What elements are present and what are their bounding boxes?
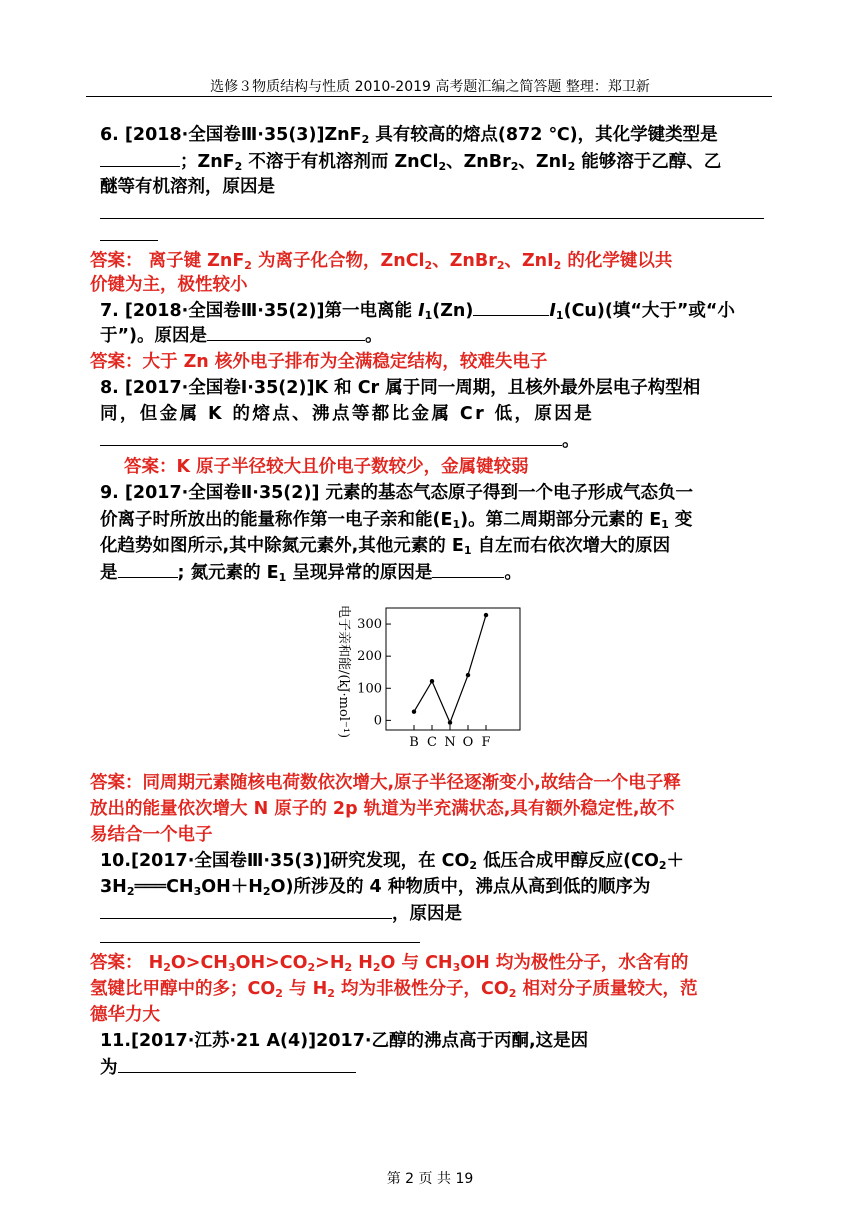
q8-line3: 。	[100, 427, 770, 454]
blank	[100, 900, 392, 919]
blank	[118, 1054, 356, 1073]
series-line	[414, 615, 486, 723]
x-tick-label: O	[462, 735, 474, 750]
blank	[100, 148, 180, 167]
blank	[100, 222, 158, 241]
q10-line4	[100, 924, 770, 951]
blank	[432, 559, 504, 578]
a6-line2: 价键为主，极性较小	[90, 275, 248, 295]
a10-line1: 答案： $H_2O>CH_3OH>CO_2>H_2$ $H_2O$ 与 $CH_3OH$ 均为极性分子，水含有的	[90, 953, 689, 974]
data-point	[412, 710, 416, 714]
q10-line1: 10.[2017·全国卷Ⅲ·35(3)]研究发现，在 $CO_2$ 低压合成甲醇反应($CO_2+$	[100, 851, 685, 872]
q7-line2: 于”)。原因是 。	[100, 322, 770, 349]
data-point	[430, 679, 434, 683]
data-point	[484, 613, 488, 617]
blank	[207, 322, 365, 341]
blank	[473, 297, 549, 316]
header-divider	[86, 96, 772, 97]
a6-line1: 答案： 离子键 ZnF$_2$ 为离子化合物，ZnCl$_2$、ZnBr$_2$、ZnI$_2$ 的化学键以共	[90, 251, 673, 272]
data-point	[466, 673, 470, 677]
q11-line1: 11.[2017·江苏·21 A(4)]2017·乙醇的沸点高于丙酮,这是因	[100, 1031, 589, 1051]
blank	[100, 924, 420, 943]
a8: 答案：K 原子半径较大且价电子数较少，金属键较弱	[124, 457, 529, 477]
q9-line3: 化趋势如图所示,其中除氮元素外,其他元素的 $E_1$ 自左而右依次增大的原因	[100, 536, 671, 557]
x-tick-label: C	[427, 735, 437, 750]
q6-line1: 6. [2018·全国卷Ⅲ·35(3)]ZnF$_2$ 具有较高的熔点(872 ℃)，其化学键类型是	[100, 125, 718, 146]
q11-line2: 为	[100, 1054, 770, 1081]
plot-frame	[386, 608, 520, 730]
y-tick-label: 100	[357, 681, 382, 697]
a10-line3: 德华力大	[90, 1005, 160, 1025]
blank	[100, 427, 562, 446]
a9-line2: 放出的能量依次增大 N 原子的 2p 轨道为半充满状态,具有额外稳定性,故不	[90, 799, 675, 819]
a10-line2: 氢键比甲醇中的多；$CO_2$ 与 $H_2$ 均为非极性分子，$CO_2$ 相对分子质量较大，范	[90, 979, 698, 1000]
q6-line5	[100, 222, 770, 249]
y-tick-label: 200	[357, 649, 382, 665]
y-tick-label: 300	[357, 617, 382, 633]
blank	[100, 200, 764, 219]
x-tick-label: B	[409, 735, 419, 750]
q10-line3: ，原因是	[100, 900, 770, 927]
q8-line1: 8. [2017·全国卷Ⅰ·35(2)]K 和 Cr 属于同一周期，且核外最外层电子构型相	[100, 378, 701, 398]
x-tick-label: N	[444, 735, 456, 750]
y-tick-label: 0	[373, 713, 382, 729]
a9-line1: 答案：同周期元素随核电荷数依次增大,原子半径逐渐变小,故结合一个电子释	[90, 773, 681, 793]
q8-line2: 同，但金属 K 的熔点、沸点等都比金属 Cr 低，原因是	[100, 404, 595, 424]
q9-line1: 9. [2017·全国卷Ⅱ·35(2)] 元素的基态气态原子得到一个电子形成气态负一	[100, 483, 694, 503]
page-header: 选修３物质结构与性质 2010-2019 高考题汇编之简答题 整理：郑卫新	[210, 79, 650, 95]
a7: 答案：大于 Zn 核外电子排布为全满稳定结构，较难失电子	[90, 352, 548, 372]
page-footer: 第 2 页 共 19	[386, 1171, 474, 1187]
x-tick-label: F	[481, 735, 491, 750]
q6-line3: 醚等有机溶剂，原因是	[100, 177, 275, 197]
a9-line3: 易结合一个电子	[90, 825, 213, 845]
data-point	[448, 720, 452, 724]
q7-line1: 7. [2018·全国卷Ⅲ·35(2)]第一电离能 $I_1(Zn)$ $I_1(Cu)$(填“大于”或“小	[100, 297, 770, 324]
q6-line2: ；ZnF$_2$ 不溶于有机溶剂而 ZnCl$_2$、ZnBr$_2$、ZnI$_2$ 能够溶于乙醇、乙	[100, 148, 770, 175]
q9-line2: 价离子时所放出的能量称作第一电子亲和能$(E_1)$。第二周期部分元素的 $E_1$ 变	[100, 510, 693, 531]
q10-line2: $3H_2═══CH_3OH+H_2O$)所涉及的 4 种物质中，沸点从高到低的顺序为	[100, 877, 651, 898]
blank	[118, 559, 178, 578]
q9-line4: 是 ; 氮元素的 $E_1$ 呈现异常的原因是 。	[100, 559, 770, 586]
y-axis-label: 电子亲和能/(kJ·mol⁻¹)	[336, 605, 351, 739]
electron-affinity-chart	[332, 600, 532, 760]
